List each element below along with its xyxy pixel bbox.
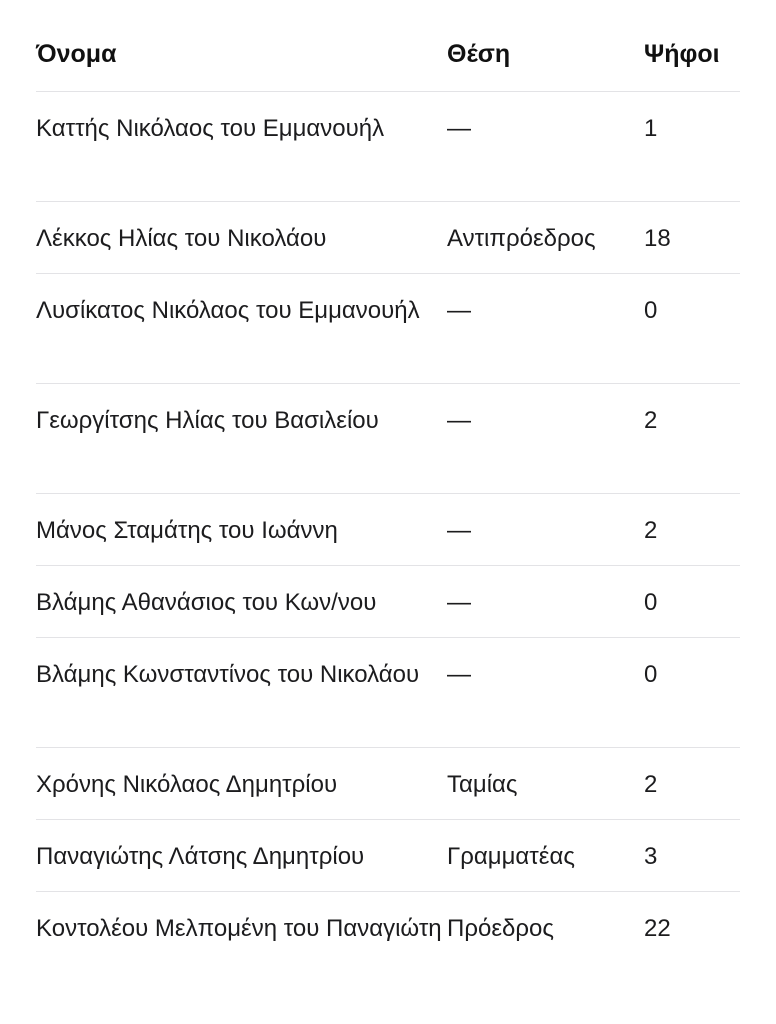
table-header-row [36, 0, 740, 92]
column-header-name: Όνομα [36, 40, 117, 68]
candidate-position: — [447, 297, 471, 324]
candidate-votes: 22 [644, 915, 671, 942]
candidate-votes: 2 [644, 407, 658, 434]
table-row [36, 274, 740, 384]
candidate-name: Βλάμης Αθανάσιος του Κων/νου [36, 589, 377, 616]
table-row [36, 820, 740, 892]
candidate-position: — [447, 517, 471, 544]
candidate-position: Αντιπρόεδρος [447, 225, 596, 252]
candidate-name: Μάνος Σταμάτης του Ιωάννη [36, 517, 338, 544]
table-row [36, 748, 740, 820]
candidate-name: Λέκκος Ηλίας του Νικολάου [36, 225, 327, 252]
candidate-position: Γραμματέας [447, 843, 575, 870]
candidate-name: Γεωργίτσης Ηλίας του Βασιλείου [36, 407, 379, 434]
election-results-table [36, 0, 740, 1002]
candidate-votes: 18 [644, 225, 671, 252]
candidate-name: Βλάμης Κωνσταντίνος του Νικολάου [36, 661, 420, 688]
candidate-name: Χρόνης Νικόλαος Δημητρίου [36, 771, 338, 798]
column-header-votes: Ψήφοι [644, 40, 720, 68]
table-row [36, 566, 740, 638]
candidate-votes: 3 [644, 843, 658, 870]
table-row [36, 202, 740, 274]
table-row [36, 92, 740, 202]
table-row [36, 892, 740, 1002]
candidate-name: Λυσίκατος Νικόλαος του Εμμανουήλ [36, 297, 420, 324]
column-header-position: Θέση [447, 40, 511, 68]
candidate-name: Καττής Νικόλαος του Εμμανουήλ [36, 115, 385, 142]
candidate-votes: 1 [644, 115, 658, 142]
candidate-position: — [447, 407, 471, 434]
candidate-position: Πρόεδρος [447, 915, 554, 942]
candidate-votes: 2 [644, 771, 658, 798]
candidate-name: Κοντολέου Μελπομένη του Παναγιώτη [36, 915, 442, 942]
candidate-votes: 0 [644, 589, 658, 616]
candidate-name: Παναγιώτης Λάτσης Δημητρίου [36, 843, 365, 870]
candidate-position: — [447, 115, 471, 142]
candidate-position: — [447, 661, 471, 688]
table-row [36, 494, 740, 566]
candidate-votes: 2 [644, 517, 658, 544]
table-row [36, 638, 740, 748]
candidate-position: Ταμίας [447, 771, 518, 798]
table-row [36, 384, 740, 494]
candidate-votes: 0 [644, 297, 658, 324]
candidate-votes: 0 [644, 661, 658, 688]
candidate-position: — [447, 589, 471, 616]
